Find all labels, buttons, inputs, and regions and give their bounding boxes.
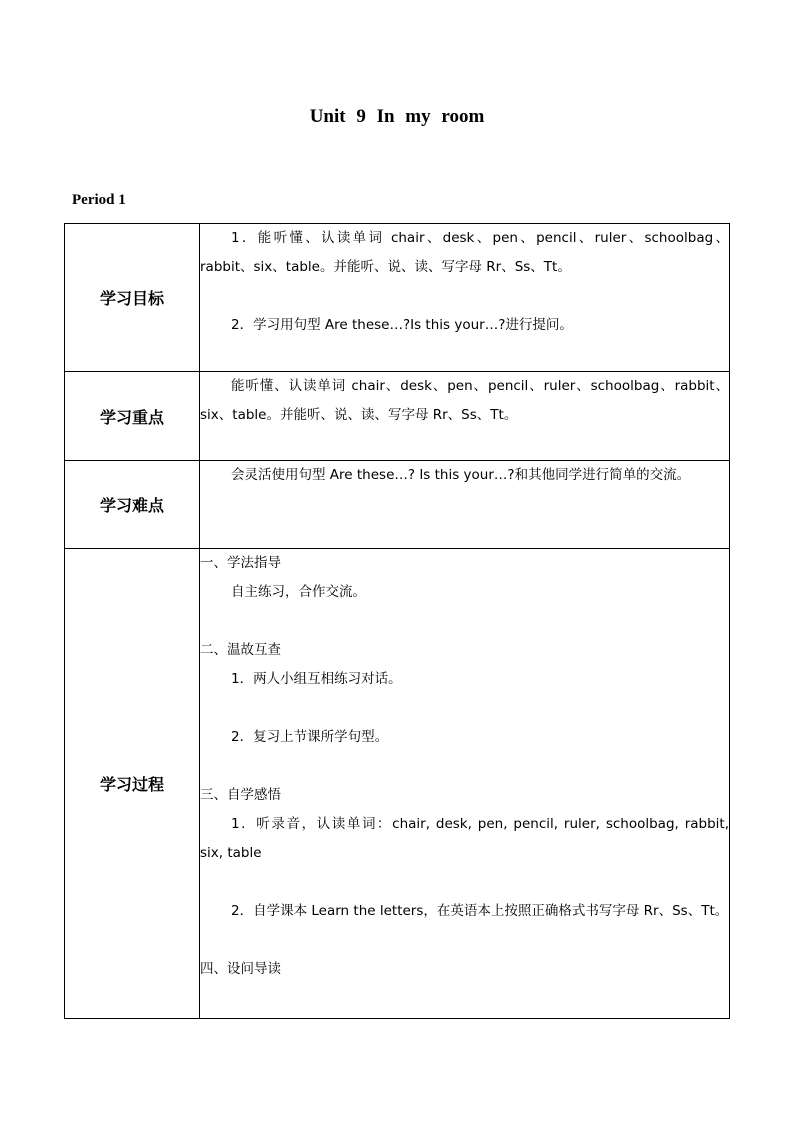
difficulties-content	[200, 461, 730, 549]
key-points-text: 能听懂、认读单词 chair、desk、pen、pencil、ruler、schoolbag、rabbit、six、table。并能听、说、读、写字母 Rr、Ss、Tt。	[200, 378, 729, 423]
process-section-4-heading: 四、设问导读	[200, 961, 281, 977]
objectives-label: 学习目标	[65, 224, 200, 372]
process-section-3-heading: 三、自学感悟	[200, 787, 281, 803]
process-section-1-line-1: 自主练习，合作交流。	[231, 584, 366, 600]
objectives-content	[200, 224, 730, 372]
process-label: 学习过程	[65, 549, 200, 1019]
document-title: Unit 9 In my room	[309, 106, 485, 127]
table-row	[65, 549, 730, 1019]
lesson-plan-table	[64, 223, 730, 1019]
difficulties-label: 学习难点	[65, 461, 200, 549]
period-label: Period 1	[72, 192, 126, 208]
key-points-label: 学习重点	[65, 372, 200, 461]
process-section-2-line-2: 2．复习上节课所学句型。	[231, 729, 389, 745]
process-section-3-line-1: 1．听录音，认读单词：chair, desk, pen, pencil, ruler, schoolbag, rabbit, six, table	[200, 816, 729, 861]
process-section-2-heading: 二、温故互查	[200, 642, 281, 658]
difficulties-text: 会灵活使用句型 Are these…? Is this your…?和其他同学进行简单的交流。	[231, 467, 691, 483]
process-section-3-line-2: 2．自学课本 Learn the letters，在英语本上按照正确格式书写字母 Rr、Ss、Tt。	[231, 903, 729, 919]
table-row	[65, 461, 730, 549]
objectives-text-1: 1．能听懂、认读单词 chair、desk、pen、pencil、ruler、schoolbag、rabbit、six、table。并能听、说、读、写字母 Rr、Ss、Tt。	[200, 230, 729, 275]
key-points-content	[200, 372, 730, 461]
table-row	[65, 224, 730, 372]
table-row	[65, 372, 730, 461]
process-section-1-heading: 一、学法指导	[200, 555, 281, 571]
process-content	[200, 549, 730, 1019]
process-section-2-line-1: 1．两人小组互相练习对话。	[231, 671, 402, 687]
objectives-text-2: 2．学习用句型 Are these…?Is this your…?进行提问。	[231, 317, 573, 333]
